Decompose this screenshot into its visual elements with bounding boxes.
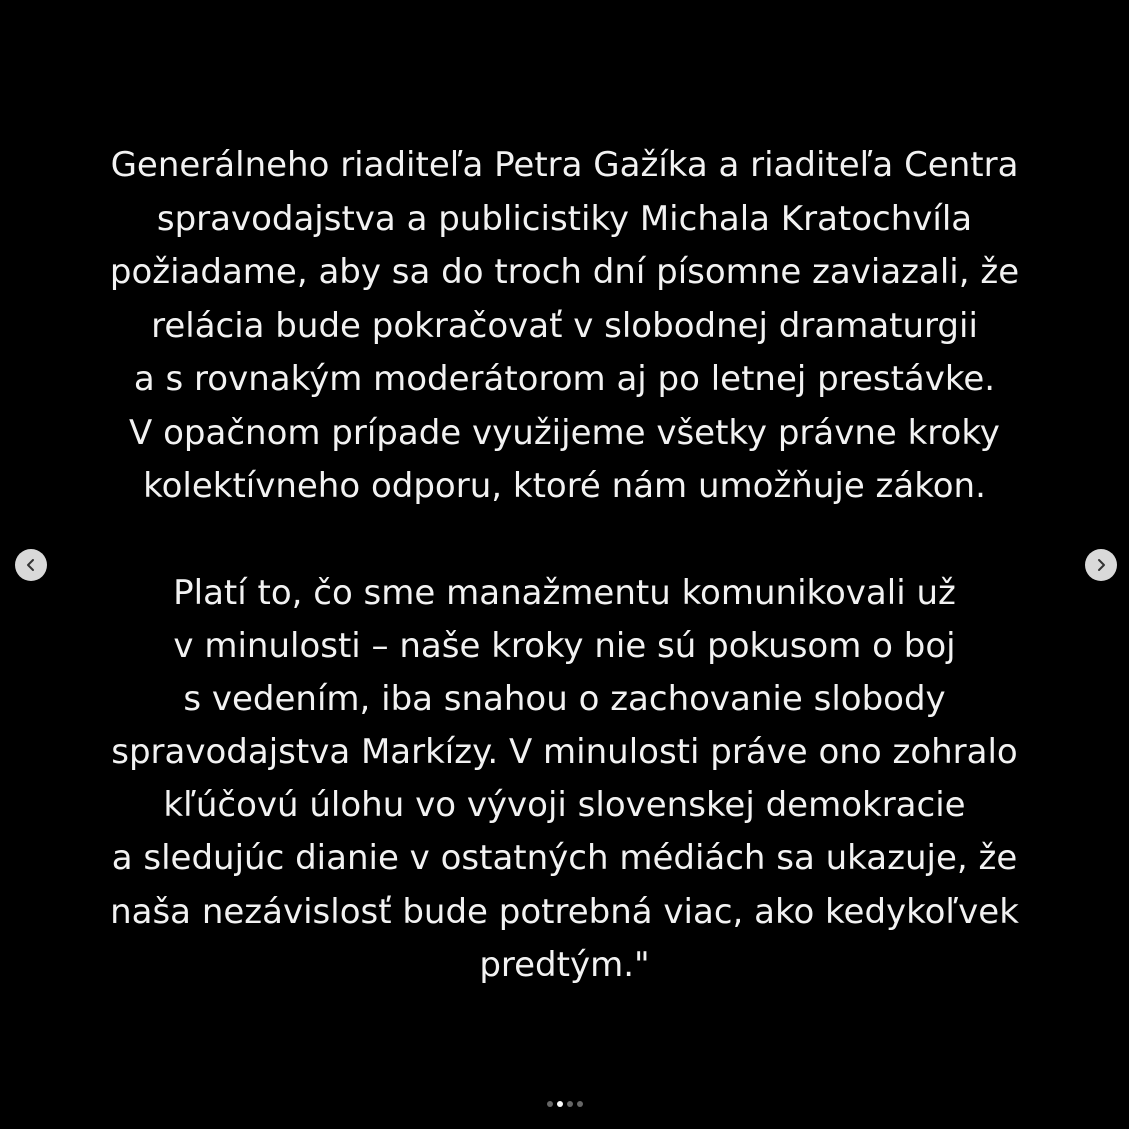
text-line: s vedením, iba snahou o zachovanie slobody: [183, 679, 946, 719]
pagination-dot[interactable]: [547, 1101, 553, 1107]
chevron-right-icon: [1094, 558, 1108, 572]
pagination-dot[interactable]: [567, 1101, 573, 1107]
text-line: Platí to, čo sme manažmentu komunikovali už: [173, 573, 956, 613]
pagination-dot-active[interactable]: [557, 1101, 563, 1107]
chevron-left-icon: [24, 558, 38, 572]
previous-slide-button[interactable]: [15, 549, 47, 581]
pagination-dots: [0, 1101, 1129, 1109]
text-line: naša nezávislosť bude potrebná viac, ako kedykoľvek: [110, 892, 1019, 932]
next-slide-button[interactable]: [1085, 549, 1117, 581]
text-line: spravodajstva Markízy. V minulosti práve ono zohralo: [111, 732, 1018, 772]
text-line: Generálneho riaditeľa Petra Gažíka a riaditeľa Centra: [110, 145, 1019, 185]
text-line: v minulosti – naše kroky nie sú pokusom o boj: [173, 626, 956, 666]
text-line: a s rovnakým moderátorom aj po letnej prestávke.: [133, 359, 996, 399]
text-line: a sledujúc dianie v ostatných médiách sa ukazuje, že: [111, 838, 1018, 878]
text-line: relácia bude pokračovať v slobodnej dramaturgii: [151, 306, 978, 346]
text-line: spravodajstva a publicistiky Michala Kratochvíla: [156, 199, 973, 239]
text-line: požiadame, aby sa do troch dní písomne zaviazali, že: [109, 252, 1020, 292]
text-line: kolektívneho odporu, ktoré nám umožňuje zákon.: [143, 466, 986, 506]
pagination-dot[interactable]: [577, 1101, 583, 1107]
text-line: kľúčovú úlohu vo vývoji slovenskej demokracie: [163, 785, 966, 825]
text-line: V opačnom prípade využijeme všetky právne kroky: [129, 413, 1000, 453]
text-line: predtým.": [479, 945, 650, 985]
